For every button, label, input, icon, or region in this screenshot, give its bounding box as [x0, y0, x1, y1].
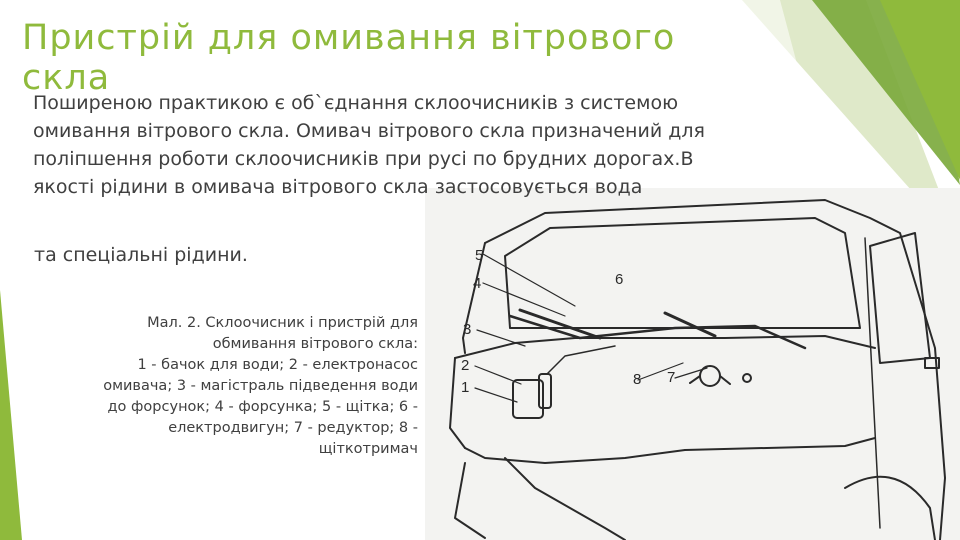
side-lamp: [743, 374, 751, 382]
left-green-triangle: [0, 290, 22, 540]
caption-line: щіткотримач: [318, 441, 418, 457]
fender-line: [505, 458, 625, 540]
body-paragraph: Поширеною практикою є об`єднання склоочисників з системою омивання вітрового скла. Омивач вітрового скла призначений для поліпшення роботи склоочисників при русі по брудних дорогах.В якості рідини в омивача вітрового скла застосовується вода: [33, 92, 705, 198]
callout-7: 7: [667, 369, 676, 386]
windshield-outline: [505, 218, 860, 328]
leader-3: [477, 330, 525, 346]
callout-8: 8: [633, 371, 642, 388]
hood-top: [455, 336, 875, 358]
truck-cab-drawing: [425, 188, 960, 540]
caption-line: 1 - бачок для води; 2 - електронасос: [137, 357, 418, 373]
callout-2: 2: [461, 357, 470, 374]
caption-line: електродвигун; 7 - редуктор; 8 -: [168, 420, 418, 436]
washer-hose: [547, 346, 615, 374]
caption-line: обмивання вітрового скла:: [212, 336, 418, 352]
washer-pump: [539, 374, 551, 408]
body-paragraph-continuation: та спеціальні рідини.: [34, 244, 248, 266]
callout-6: 6: [615, 271, 624, 288]
door-window: [870, 233, 930, 363]
cowl-line: [685, 438, 875, 450]
callout-4: 4: [473, 275, 482, 292]
caption-line: Мал. 2. Склоочисник і пристрій для: [147, 315, 418, 331]
wiper-blade-right: [665, 313, 715, 336]
figure-caption: [30, 313, 418, 460]
callout-3: 3: [463, 321, 472, 338]
leader-1: [475, 388, 517, 402]
caption-line: до форсунок; 4 - форсунка; 5 - щітка; 6 -: [107, 399, 418, 415]
wiper-washer-diagram: [425, 188, 960, 540]
bumper-left: [455, 463, 485, 538]
callout-5: 5: [475, 247, 484, 264]
leader-7: [675, 368, 707, 378]
hood-lower-edge: [465, 448, 685, 463]
leader-2: [475, 366, 521, 384]
caption-line: омивача; 3 - магістраль підведення води: [103, 378, 418, 394]
wheel-arch: [845, 477, 935, 540]
motor-mounts: [690, 376, 730, 384]
cab-roof-outline: [485, 200, 945, 540]
callout-1: 1: [461, 379, 470, 396]
slide-title: Пристрій для омивання вітрового скла: [22, 18, 676, 98]
leader-5: [483, 254, 575, 306]
